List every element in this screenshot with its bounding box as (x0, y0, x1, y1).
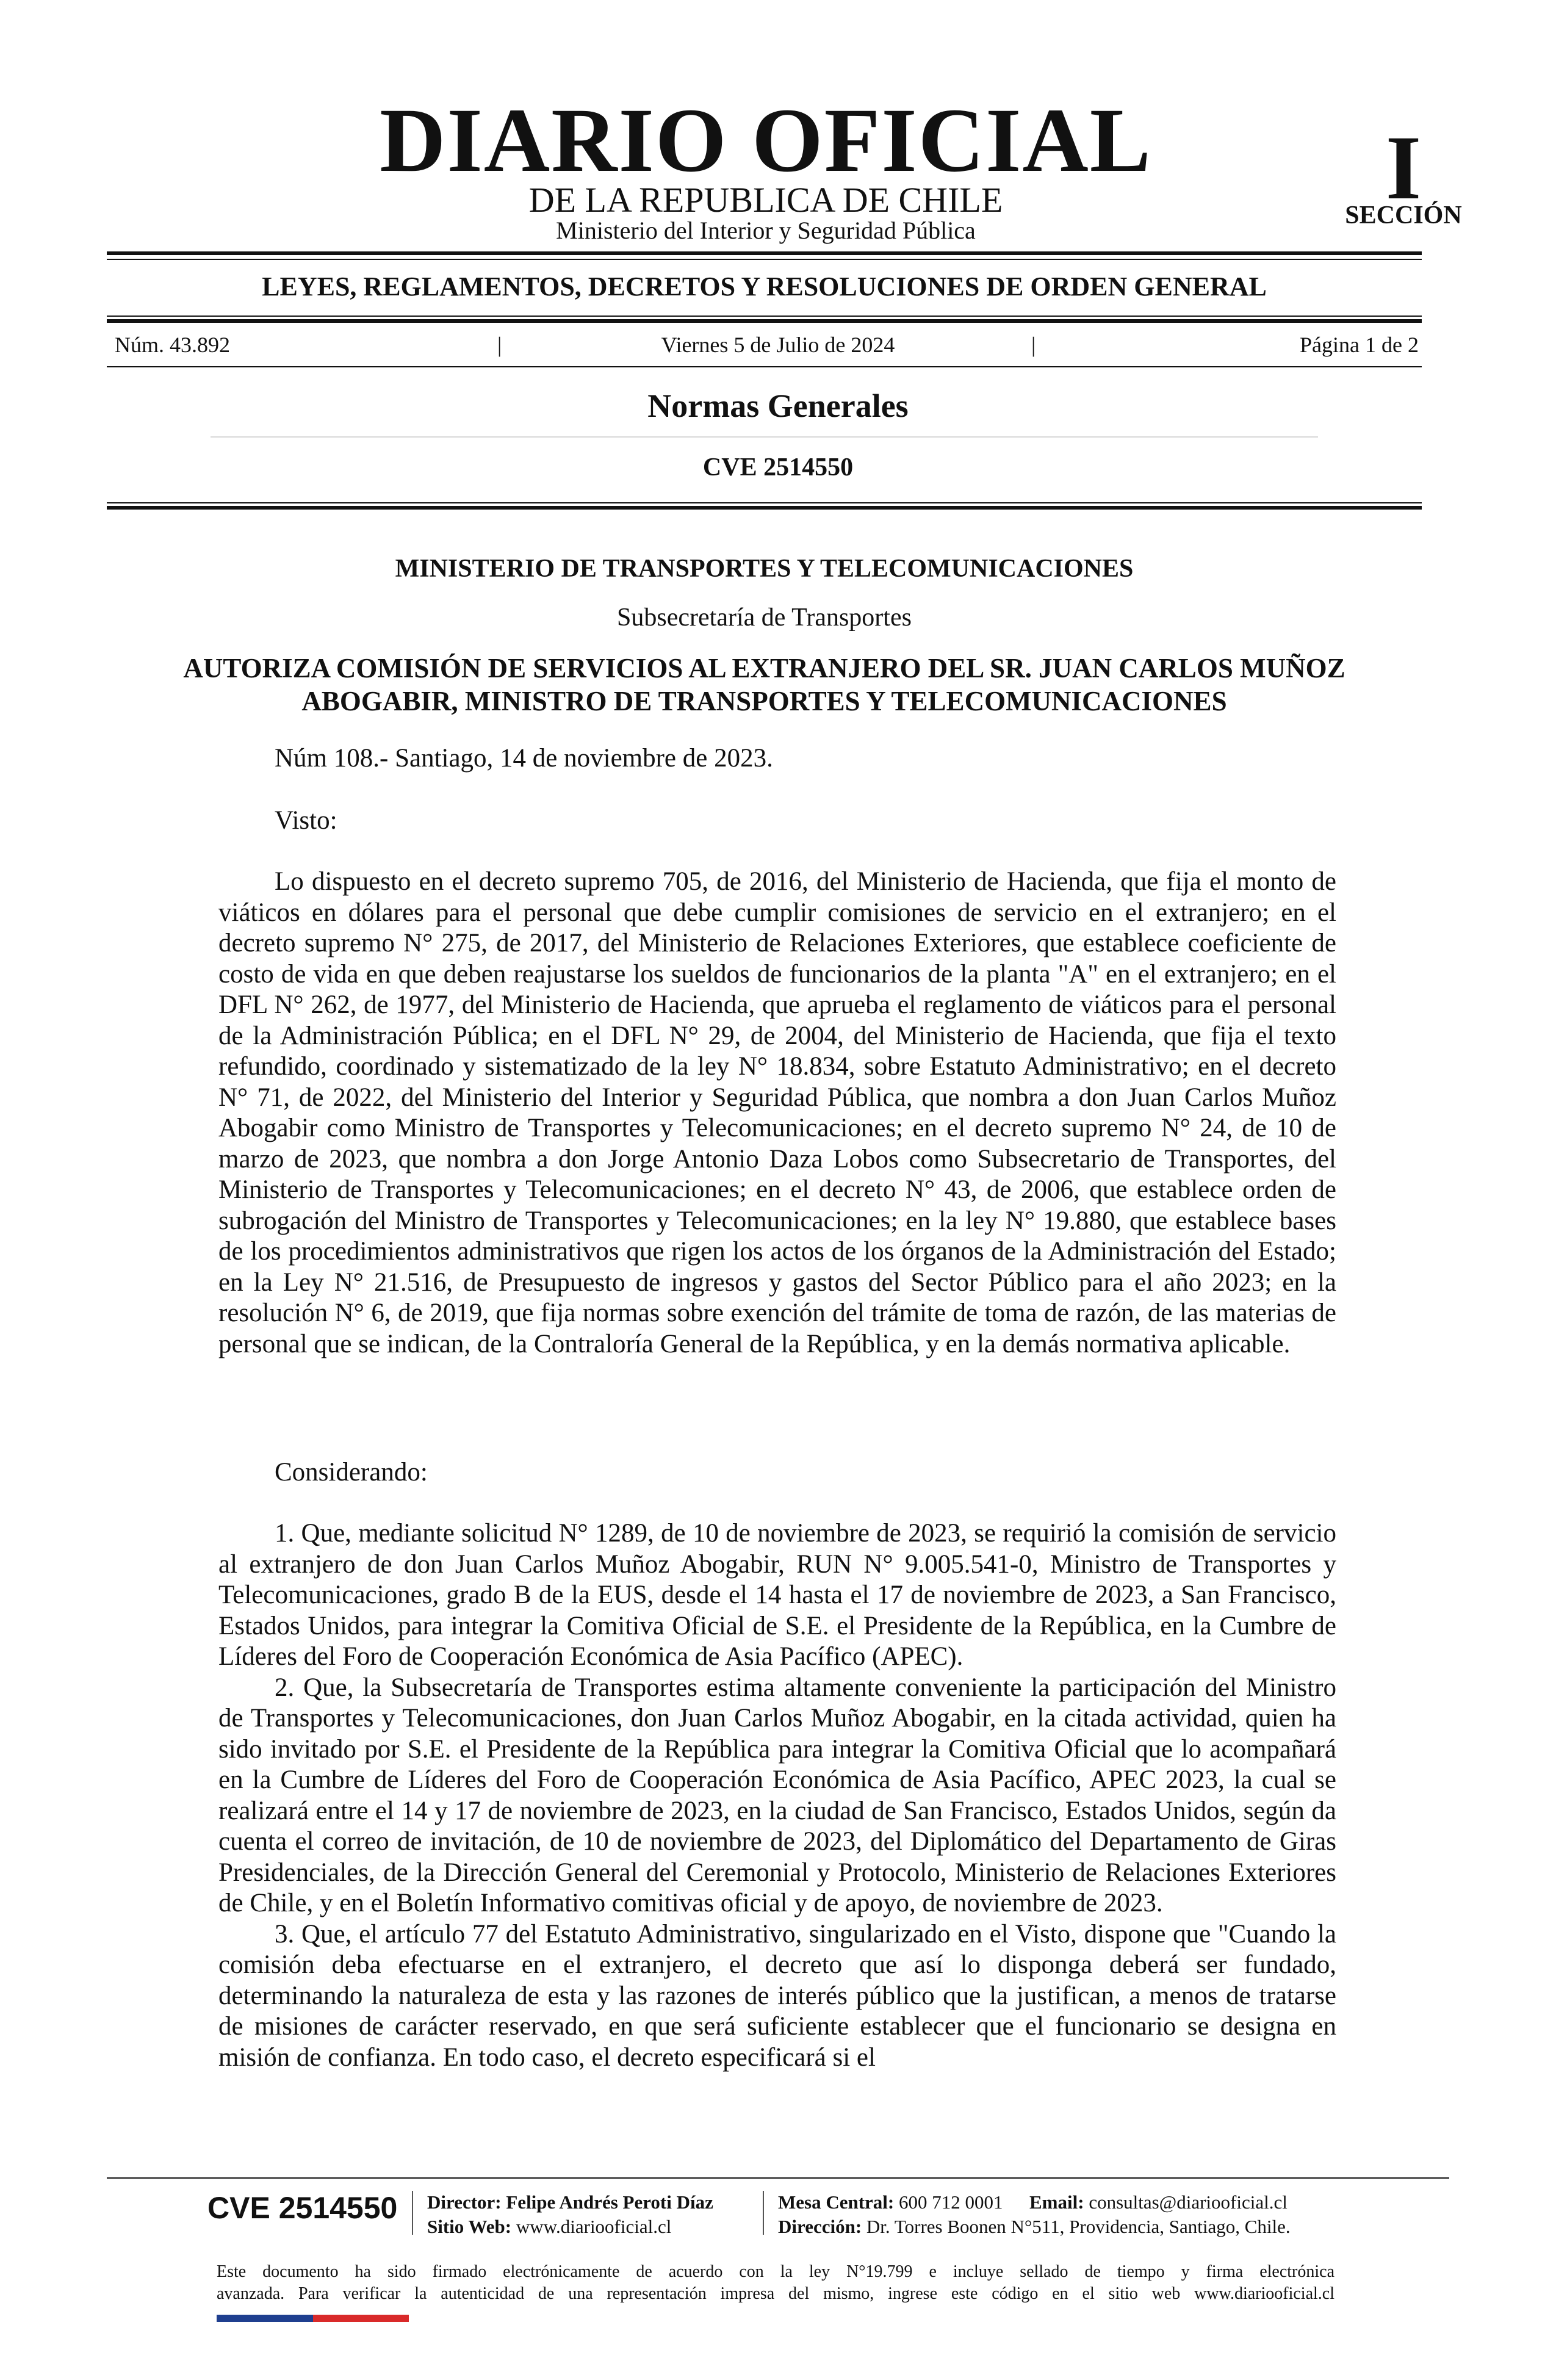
issue-date: Viernes 5 de Julio de 2024 (661, 333, 895, 357)
masthead-rule-top (107, 251, 1422, 255)
footer-contact (778, 2191, 1288, 2214)
header-end-rule-thin (107, 502, 1422, 503)
address-label: Dirección: (778, 2216, 862, 2237)
masthead-subtitle: DE LA REPUBLICA DE CHILE (528, 180, 1003, 220)
flag-stripe-red (313, 2315, 409, 2322)
website-label: Sitio Web: (427, 2216, 512, 2237)
footer-director (427, 2191, 713, 2214)
address-value: Dr. Torres Boonen N°511, Providencia, Santiago, Chile. (866, 2216, 1291, 2237)
decree-line: Núm 108.- Santiago, 14 de noviembre de 2023. (275, 744, 773, 773)
section-number: I (1385, 117, 1422, 218)
signature-note: avanzada. Para verificar la autenticidad de una representación impresa del mismo, ingrese este código en el sitio web www.diariooficial.cl (217, 2284, 1334, 2303)
section-title-rule (211, 436, 1318, 438)
footer-cve: CVE 2514550 (207, 2191, 398, 2225)
considerando-paragraph: 3. Que, el artículo 77 del Estatuto Administrativo, singularizado en el Visto, dispone que "Cuando la comisión deba efectuarse en el extranjero, el decreto que así lo disponga deberá ser fundado, determinando la naturaleza de esta y las razones de interés público que la justifican, a menos de tratarse de misiones de carácter reservado, en que será suficiente establecer que el funcionario se designa en misión de confianza. En todo caso, el decreto especificará si el (218, 1919, 1336, 2072)
subsecretaria: Subsecretaría de Transportes (617, 604, 912, 632)
masthead-title: DIARIO OFICIAL (380, 90, 1152, 191)
considerando-paragraph: 2. Que, la Subsecretaría de Transportes estima altamente conveniente la participación del Ministro de Transportes y Telecomunicaciones, don Juan Carlos Muñoz Abogabir, en la citada actividad, quien ha sido invitado por S.E. el Presidente de la República para integrar la Comitiva Oficial que lo acompañará en la Cumbre de Líderes del Foro de Cooperación Económica de Asia Pacífico, APEC 2023, la cual se realizará entre el 14 y 17 de noviembre de 2023, en la ciudad de San Francisco, Estados Unidos, según da cuenta el correo de invitación, de 10 de noviembre de 2023, del Diplomático del Departamento de Giras Presidenciales, de la Dirección General del Ceremonial y Protocolo, Ministerio de Relaciones Exteriores de Chile, y en el Boletín Informativo comitivas oficial y de apoyo, de noviembre de 2023. (218, 1673, 1336, 1917)
masthead-rule-bottom (107, 259, 1422, 260)
considerando-label: Considerando: (275, 1458, 428, 1487)
issue-separator: | (1031, 333, 1036, 357)
footer-address (778, 2215, 1291, 2238)
header-end-rule-thick (107, 506, 1422, 510)
website-link[interactable]: www.diariooficial.cl (516, 2216, 672, 2237)
visto-paragraph: Lo dispuesto en el decreto supremo 705, de 2016, del Ministerio de Hacienda, que fija el monto de viáticos en dólares para el personal que debe cumplir comisiones de servicio en el extranjero; en el decreto supremo N° 275, de 2017, del Ministerio de Relaciones Exteriores, que establece coeficiente de costo de vida en que deben reajustarse los sueldos de funcionarios de la planta "A" en el extranjero; en el DFL N° 262, de 1977, del Ministerio de Hacienda, que aprueba el reglamento de viáticos para el personal de la Administración Pública; en el DFL N° 29, de 2004, del Ministerio de Hacienda, que fija el texto refundido, coordinado y sistematizado de la ley N° 18.834, sobre Estatuto Administrativo; en el decreto N° 71, de 2022, del Ministerio del Interior y Seguridad Pública, que nombra a don Juan Carlos Muñoz Abogabir como Ministro de Transportes y Telecomunicaciones; en el decreto supremo N° 24, de 10 de marzo de 2023, que nombra a don Jorge Antonio Daza Lobos como Subsecretario de Transportes, del Ministerio de Transportes y Telecomunicaciones; en el decreto N° 43, de 2006, que establece orden de subrogación del Ministro de Transportes y Telecomunicaciones; en la ley N° 19.880, que establece bases de los procedimientos administrativos que rigen los actos de los órganos de la Administración del Estado; en la Ley N° 21.516, de Presupuesto de ingresos y gastos del Sector Público para el año 2023; en la resolución N° 6, de 2019, que fija normas sobre exención del trámite de toma de razón, de las materias de personal que se indican, de la Contraloría General de la República, y en la demás normativa aplicable. (218, 867, 1336, 1358)
director-name: Felipe Andrés Peroti Díaz (506, 2191, 713, 2213)
masthead-ministry: Ministerio del Interior y Seguridad Pública (556, 217, 976, 244)
footer-divider (412, 2191, 413, 2235)
document-title: AUTORIZA COMISIÓN DE SERVICIOS AL EXTRANJERO DEL SR. JUAN CARLOS MUÑOZ ABOGABIR, MINISTRO DE TRANSPORTES Y TELECOMUNICACIONES (183, 653, 1345, 716)
laws-banner: LEYES, REGLAMENTOS, DECRETOS Y RESOLUCIONES DE ORDEN GENERAL (262, 272, 1267, 301)
banner-rule-thick (107, 319, 1422, 323)
email-link[interactable]: consultas@diariooficial.cl (1089, 2191, 1288, 2213)
considerando-paragraph: 1. Que, mediante solicitud N° 1289, de 10 de noviembre de 2023, se requirió la comisión de servicio al extranjero de don Juan Carlos Muñoz Abogabir, RUN N° 9.005.541-0, Ministro de Transportes y Telecomunicaciones, grado B de la EUS, desde el 14 hasta el 17 de noviembre de 2023, a San Francisco, Estados Unidos, para integrar la Comitiva Oficial de S.E. el Presidente de la República, en la Cumbre de Líderes del Foro de Cooperación Económica de Asia Pacífico (APEC). (218, 1519, 1336, 1671)
footer-divider (763, 2191, 764, 2235)
mesa-label: Mesa Central: (778, 2191, 895, 2213)
issue-separator: | (497, 333, 502, 357)
mesa-phone: 600 712 0001 (899, 2191, 1003, 2213)
footer-website (427, 2215, 671, 2238)
issuing-ministry: MINISTERIO DE TRANSPORTES Y TELECOMUNICACIONES (395, 555, 1134, 583)
banner-rule-thin (107, 316, 1422, 317)
visto-label: Visto: (275, 806, 337, 835)
considerandos (218, 1518, 1336, 2073)
cve-code: CVE 2514550 (702, 453, 854, 481)
issue-number: Núm. 43.892 (115, 333, 230, 357)
footer-rule (107, 2177, 1449, 2179)
section-word: SECCIÓN (1345, 201, 1462, 229)
flag-stripe-blue (217, 2315, 313, 2322)
issue-page: Página 1 de 2 (1300, 333, 1419, 357)
director-label: Director: (427, 2191, 502, 2213)
section-title: Normas Generales (647, 388, 909, 424)
issue-rule (107, 366, 1422, 367)
email-label: Email: (1029, 2191, 1084, 2213)
signature-note: Este documento ha sido firmado electrónicamente de acuerdo con la ley N°19.799 e incluye sellado de tiempo y firma electrónica (217, 2262, 1334, 2281)
